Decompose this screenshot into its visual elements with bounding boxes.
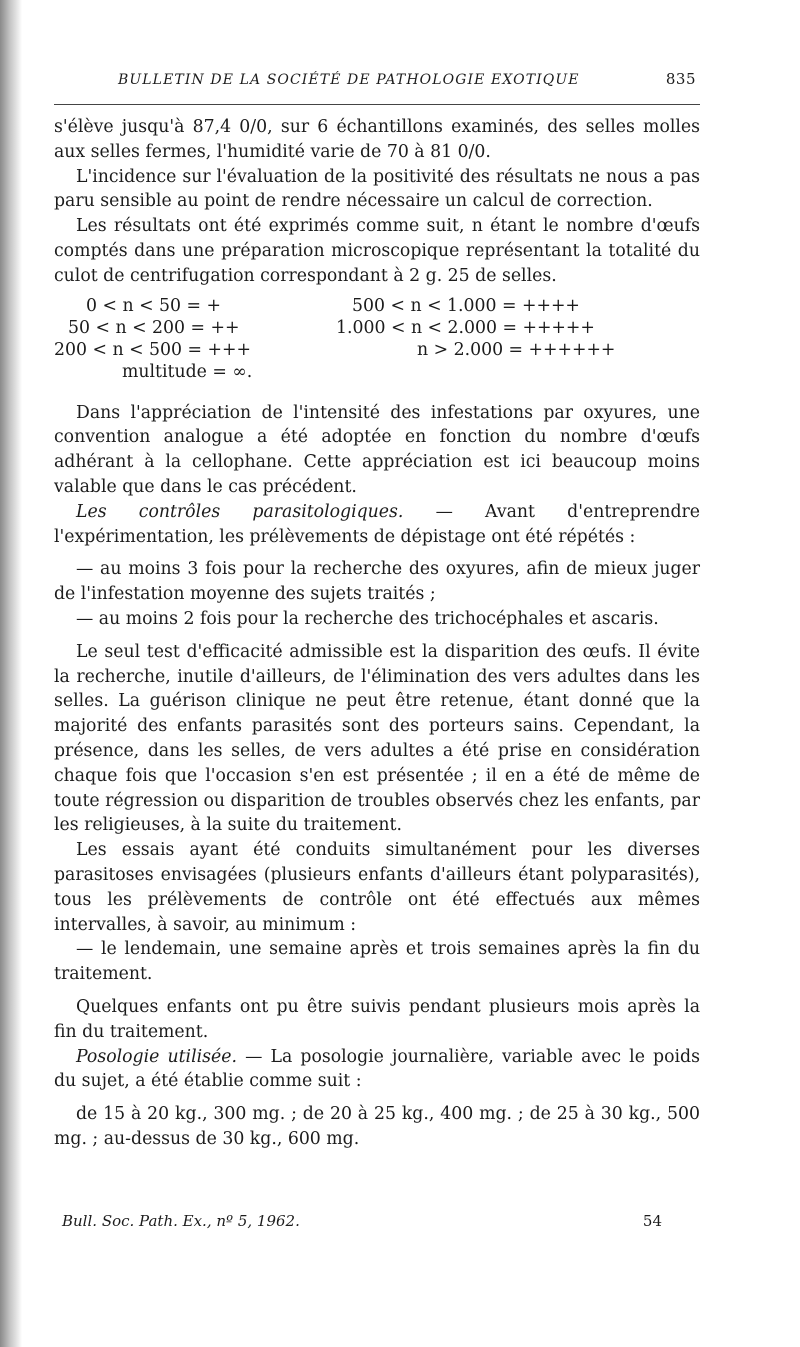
page-binding-edge: [0, 0, 22, 1347]
journal-title: BULLETIN DE LA SOCIÉTÉ DE PATHOLOGIE EXOTIQUE: [118, 72, 580, 88]
scale-row-2-right: 1.000 < n < 2.000 = +++++: [336, 317, 595, 338]
paragraph-3: Les résultats ont été exprimés comme suit, n étant le nombre d'œufs comptés dans une préparation microscopique représentant la totalité du culot de centrifugation correspondant à 2 g. 25 de selles.: [54, 216, 700, 286]
paragraph-12: [54, 1045, 700, 1095]
journal-citation: Bull. Soc. Path. Ex., nº 5, 1962.: [62, 1212, 300, 1230]
paragraph-2: L'incidence sur l'évaluation de la positivité des résultats ne nous a pas paru sensible au point de rendre nécessaire un calcul de correction.: [54, 166, 700, 212]
document-page: [54, 70, 700, 1152]
paragraph-12-text: — La posologie journalière, variable avec le poids du sujet, a été établie comme suit :: [54, 1046, 700, 1092]
paragraph-10: — le lendemain, une semaine après et trois semaines après la fin du traitement.: [54, 939, 700, 985]
paragraph-6: — au moins 3 fois pour la recherche des oxyures, afin de mieux juger de l'infestation moyenne des sujets traités ;: [54, 559, 700, 605]
paragraph-9: Les essais ayant été conduits simultanément pour les diverses parasitoses envisagées (plusieurs enfants d'ailleurs étant polyparasités), tous les prélèvements de contrôle ont été effectués aux mêmes intervalles, à savoir, au minimum :: [54, 840, 700, 935]
scale-row-3-right: n > 2.000 = ++++++: [417, 339, 616, 360]
section-heading-posologie: Posologie utilisée.: [76, 1046, 237, 1067]
paragraph-4: Dans l'appréciation de l'intensité des infestations par oxyures, une convention analogue a été adoptée en fonction du nombre d'œufs adhérant à la cellophane. Cette appréciation est ici beaucoup moins valable que dans le cas précédent.: [54, 402, 700, 497]
page-number: 835: [665, 70, 696, 88]
paragraph-8: Le seul test d'efficacité admissible est la disparition des œufs. Il évite la recherche, inutile d'ailleurs, de l'élimination des vers adultes dans les selles. La guérison clinique ne peut être retenue, étant donné que la majorité des enfants parasités sont des porteurs sains. Cependant, la présence, dans les selles, de vers adultes a été prise en considération chaque fois que l'occasion s'en est présentée ; il en a été de même de toute régression ou disparition de troubles observés chez les enfants, par les religieuses, à la suite du traitement.: [54, 641, 700, 836]
paragraph-5-text: — Avant d'entreprendre l'expérimentation, les prélèvements de dépistage ont été répétés :: [54, 501, 701, 547]
paragraph-1: s'élève jusqu'à 87,4 0/0, sur 6 échantillons examinés, des selles molles aux selles fermes, l'humidité varie de 70 à 81 0/0.: [54, 117, 700, 162]
running-header: [54, 70, 700, 98]
signature-mark: 54: [642, 1212, 662, 1230]
paragraph-7: — au moins 2 fois pour la recherche des trichocéphales et ascaris.: [76, 608, 659, 629]
scale-row-2-left: 50 < n < 200 = ++: [68, 317, 240, 338]
scale-row-4-left: multitude = ∞.: [122, 361, 253, 382]
body-text: [54, 115, 700, 1152]
page-footer: [62, 1212, 662, 1230]
paragraph-13: de 15 à 20 kg., 300 mg. ; de 20 à 25 kg., 400 mg. ; de 25 à 30 kg., 500 mg. ; au-dessus de 30 kg., 600 mg.: [54, 1104, 700, 1149]
scale-row-3-left: 200 < n < 500 = +++: [54, 339, 251, 360]
scale-row-1-left: 0 < n < 50 = +: [86, 295, 221, 316]
paragraph-11: Quelques enfants ont pu être suivis pendant plusieurs mois après la fin du traitement.: [54, 996, 700, 1042]
scale-row-1-right: 500 < n < 1.000 = ++++: [352, 295, 580, 316]
section-heading-controles: Les contrôles parasitologiques.: [76, 501, 404, 522]
egg-count-scale: [54, 295, 700, 387]
paragraph-5: [54, 500, 700, 550]
header-rule: [54, 104, 700, 105]
